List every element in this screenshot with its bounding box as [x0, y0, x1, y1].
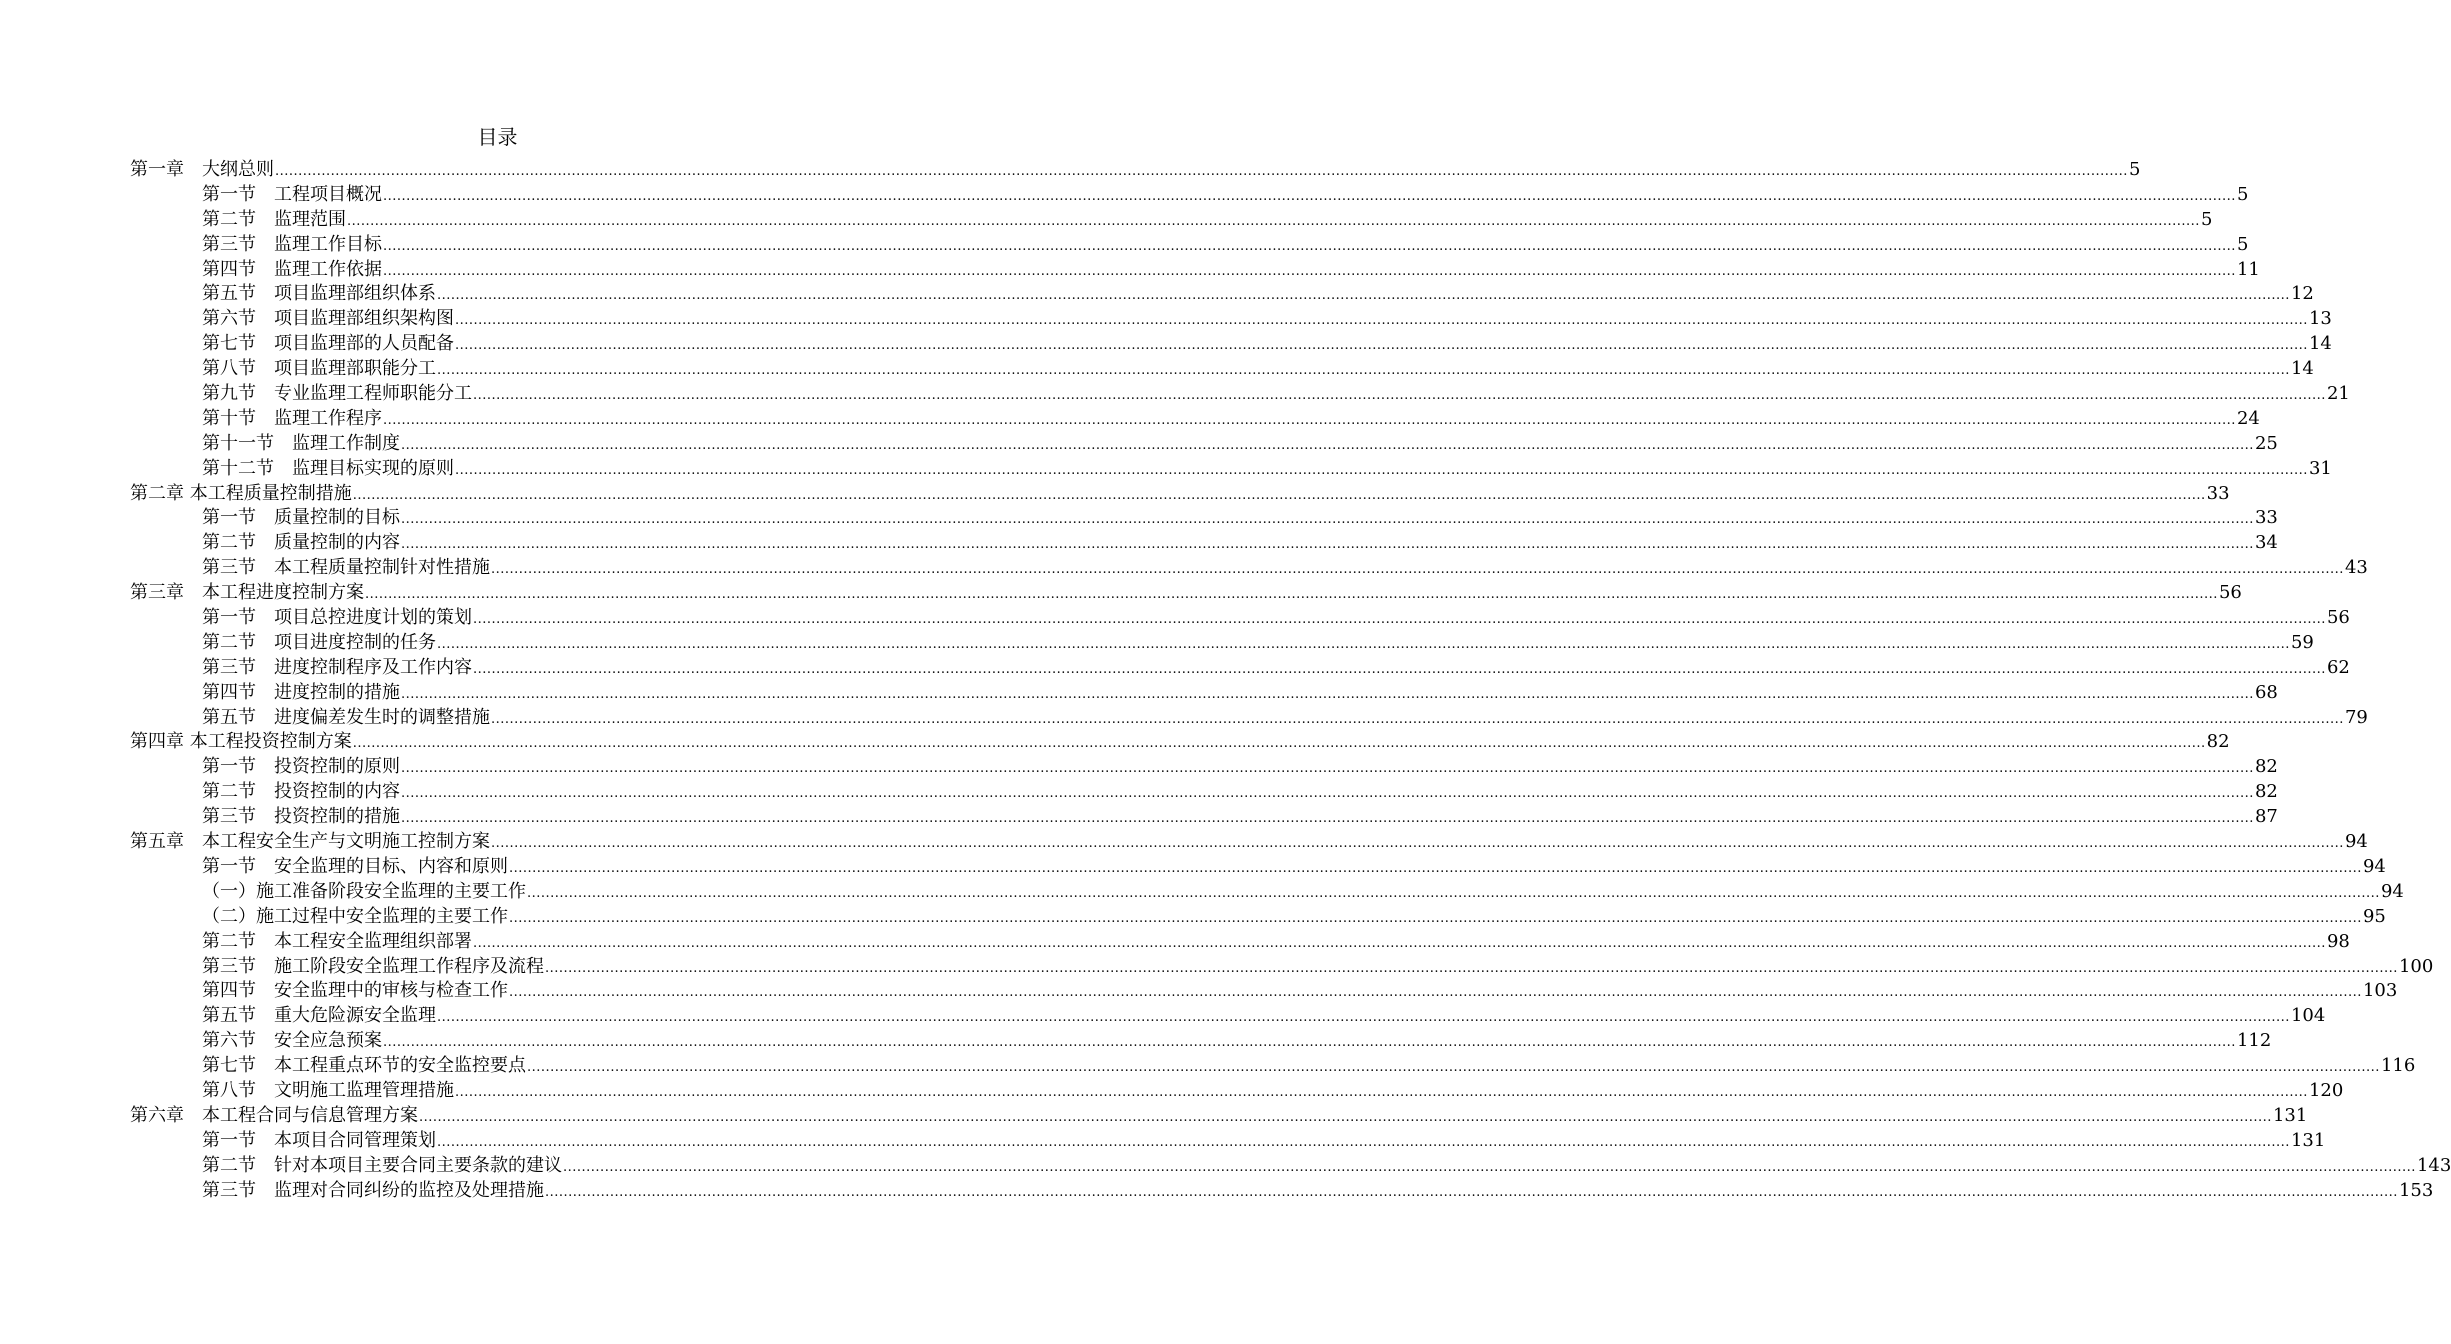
toc-section-entry[interactable]	[130, 382, 2350, 407]
dot-leader: ................................................................................................................................................................................................................................................................................................................................................................................................................	[419, 1109, 2272, 1125]
toc-section-entry[interactable]	[130, 506, 2278, 531]
toc-section-entry[interactable]	[130, 1154, 2451, 1179]
dot-leader: ................................................................................................................................................................................................................................................................................................................................................................................................................	[437, 636, 2290, 652]
dot-leader: ................................................................................................................................................................................................................................................................................................................................................................................................................	[455, 313, 2308, 329]
toc-entry-label: （一）施工准备阶段安全监理的主要工作	[202, 880, 526, 902]
dot-leader: ................................................................................................................................................................................................................................................................................................................................................................................................................	[455, 1084, 2308, 1100]
dot-leader: ................................................................................................................................................................................................................................................................................................................................................................................................................	[365, 587, 2218, 603]
dot-leader: ................................................................................................................................................................................................................................................................................................................................................................................................................	[401, 761, 2254, 777]
toc-section-entry[interactable]	[130, 208, 2213, 233]
toc-section-entry[interactable]	[130, 407, 2260, 432]
toc-entry-page-number: 14	[2308, 333, 2332, 355]
toc-section-entry[interactable]	[130, 780, 2278, 805]
toc-chapter-entry[interactable]	[130, 1104, 2308, 1129]
toc-section-entry[interactable]	[130, 1079, 2344, 1104]
toc-entry-page-number: 94	[2380, 880, 2404, 902]
toc-section-entry[interactable]	[130, 1029, 2272, 1054]
dot-leader: ................................................................................................................................................................................................................................................................................................................................................................................................................	[545, 1184, 2398, 1200]
toc-section-entry[interactable]	[130, 282, 2314, 307]
toc-title: 目录	[477, 125, 518, 149]
toc-section-entry[interactable]	[130, 955, 2434, 980]
toc-entry-label: 第四节 安全监理中的审核与检查工作	[202, 980, 508, 1002]
toc-entry-label: 第五节 进度偏差发生时的调整措施	[202, 706, 490, 728]
toc-entry-label: 第二节 监理范围	[202, 208, 346, 230]
toc-entry-label: 第一节 本项目合同管理策划	[202, 1129, 436, 1151]
toc-entry-page-number: 59	[2290, 631, 2314, 653]
dot-leader: ................................................................................................................................................................................................................................................................................................................................................................................................................	[383, 188, 2236, 204]
toc-section-entry[interactable]	[130, 258, 2260, 283]
toc-entry-page-number: 56	[2218, 582, 2242, 604]
toc-entry-page-number: 5	[2236, 233, 2249, 255]
toc-entry-label: 第二节 本工程安全监理组织部署	[202, 930, 472, 952]
dot-leader: ................................................................................................................................................................................................................................................................................................................................................................................................................	[473, 661, 2326, 677]
dot-leader: ................................................................................................................................................................................................................................................................................................................................................................................................................	[383, 412, 2236, 428]
toc-entry-label: 第八节 文明施工监理管理措施	[202, 1079, 454, 1101]
toc-entry-page-number: 82	[2254, 781, 2278, 803]
toc-entry-label: 第七节 项目监理部的人员配备	[202, 333, 454, 355]
dot-leader: ................................................................................................................................................................................................................................................................................................................................................................................................................	[437, 288, 2290, 304]
toc-entry-label: 第六节 安全应急预案	[202, 1030, 382, 1052]
toc-entry-page-number: 24	[2236, 407, 2260, 429]
toc-section-entry[interactable]	[130, 357, 2314, 382]
dot-leader: ................................................................................................................................................................................................................................................................................................................................................................................................................	[352, 736, 2206, 752]
toc-entry-label: 第六节 项目监理部组织架构图	[202, 308, 454, 330]
toc-entry-label: 第四节 监理工作依据	[202, 258, 382, 280]
toc-entry-page-number: 94	[2362, 855, 2386, 877]
toc-chapter-entry[interactable]	[130, 830, 2368, 855]
dot-leader: ................................................................................................................................................................................................................................................................................................................................................................................................................	[275, 164, 2128, 179]
dot-leader: ................................................................................................................................................................................................................................................................................................................................................................................................................	[401, 437, 2254, 453]
toc-entry-page-number: 33	[2254, 507, 2278, 529]
dot-leader: ................................................................................................................................................................................................................................................................................................................................................................................................................	[347, 213, 2200, 229]
toc-entry-label: 第三节 本工程质量控制针对性措施	[202, 557, 490, 579]
toc-section-entry[interactable]	[130, 855, 2386, 880]
toc-section-entry[interactable]	[130, 755, 2278, 780]
toc-entry-page-number: 5	[2200, 208, 2213, 230]
dot-leader: ................................................................................................................................................................................................................................................................................................................................................................................................................	[401, 537, 2254, 553]
toc-entry-page-number: 120	[2308, 1079, 2344, 1101]
toc-entry-label: 第二章 本工程质量控制措施	[130, 482, 352, 504]
toc-section-entry[interactable]	[130, 457, 2332, 482]
toc-section-entry[interactable]	[130, 556, 2368, 581]
toc-entry-label: 第九节 专业监理工程师职能分工	[202, 383, 472, 405]
toc-section-entry[interactable]	[130, 332, 2332, 357]
dot-leader: ................................................................................................................................................................................................................................................................................................................................................................................................................	[509, 985, 2362, 1001]
dot-leader: ................................................................................................................................................................................................................................................................................................................................................................................................................	[473, 935, 2326, 951]
dot-leader: ................................................................................................................................................................................................................................................................................................................................................................................................................	[527, 1060, 2380, 1076]
toc-entry-page-number: 131	[2290, 1129, 2326, 1151]
toc-chapter-entry[interactable]	[130, 158, 2141, 183]
toc-section-entry[interactable]	[130, 1004, 2326, 1029]
toc-entry-page-number: 68	[2254, 681, 2278, 703]
toc-entry-label: 第三节 监理对合同纠纷的监控及处理措施	[202, 1179, 544, 1201]
toc-entry-page-number: 153	[2398, 1179, 2434, 1201]
dot-leader: ................................................................................................................................................................................................................................................................................................................................................................................................................	[473, 612, 2326, 628]
toc-entry-page-number: 100	[2398, 955, 2434, 977]
dot-leader: ................................................................................................................................................................................................................................................................................................................................................................................................................	[401, 686, 2254, 702]
toc-entry-page-number: 104	[2290, 1005, 2326, 1027]
toc-entry-label: 第四章 本工程投资控制方案	[130, 731, 352, 753]
toc-section-entry[interactable]	[130, 681, 2278, 706]
toc-entry-label: 第三节 监理工作目标	[202, 233, 382, 255]
toc-entry-page-number: 82	[2206, 731, 2230, 753]
toc-entry-label: 第二节 投资控制的内容	[202, 781, 400, 803]
toc-entry-label: 第一节 项目总控进度计划的策划	[202, 607, 472, 629]
toc-entry-label: （二）施工过程中安全监理的主要工作	[202, 905, 508, 927]
toc-entry-page-number: 143	[2416, 1154, 2451, 1176]
toc-entry-page-number: 34	[2254, 532, 2278, 554]
toc-section-entry[interactable]	[130, 1054, 2416, 1079]
dot-leader: ................................................................................................................................................................................................................................................................................................................................................................................................................	[509, 910, 2362, 926]
toc-entry-label: 第一节 工程项目概况	[202, 183, 382, 205]
toc-section-entry[interactable]	[130, 880, 2404, 905]
dot-leader: ................................................................................................................................................................................................................................................................................................................................................................................................................	[491, 836, 2344, 852]
toc-section-entry[interactable]	[130, 979, 2398, 1004]
toc-chapter-entry[interactable]	[130, 482, 2230, 507]
toc-entry-page-number: 25	[2254, 432, 2278, 454]
dot-leader: ................................................................................................................................................................................................................................................................................................................................................................................................................	[383, 263, 2236, 279]
dot-leader: ................................................................................................................................................................................................................................................................................................................................................................................................................	[455, 338, 2308, 354]
toc-entry-label: 第十一节 监理工作制度	[202, 432, 400, 454]
toc-section-entry[interactable]	[130, 930, 2350, 955]
toc-entry-label: 第二节 针对本项目主要合同主要条款的建议	[202, 1154, 562, 1176]
toc-entry-label: 第二节 项目进度控制的任务	[202, 631, 436, 653]
toc-entry-page-number: 14	[2290, 358, 2314, 380]
toc-section-entry[interactable]	[130, 531, 2278, 556]
toc-entry-page-number: 94	[2344, 831, 2368, 853]
toc-chapter-entry[interactable]	[130, 581, 2242, 606]
dot-leader: ................................................................................................................................................................................................................................................................................................................................................................................................................	[401, 811, 2254, 827]
dot-leader: ................................................................................................................................................................................................................................................................................................................................................................................................................	[401, 786, 2254, 802]
dot-leader: ................................................................................................................................................................................................................................................................................................................................................................................................................	[437, 1134, 2290, 1150]
toc-entry-label: 第一节 质量控制的目标	[202, 507, 400, 529]
toc-section-entry[interactable]	[130, 706, 2368, 731]
toc-entry-label: 第一节 投资控制的原则	[202, 756, 400, 778]
toc-entry-page-number: 12	[2290, 283, 2314, 305]
toc-entry-label: 第六章 本工程合同与信息管理方案	[130, 1104, 418, 1126]
toc-chapter-entry[interactable]	[130, 730, 2230, 755]
toc-section-entry[interactable]	[130, 183, 2249, 208]
toc-entry-label: 第七节 本工程重点环节的安全监控要点	[202, 1055, 526, 1077]
dot-leader: ................................................................................................................................................................................................................................................................................................................................................................................................................	[352, 487, 2206, 503]
toc-entry-page-number: 5	[2236, 183, 2249, 205]
toc-section-entry[interactable]	[130, 805, 2278, 830]
toc-entry-page-number: 33	[2206, 482, 2230, 504]
toc-entry-label: 第三节 施工阶段安全监理工作程序及流程	[202, 955, 544, 977]
dot-leader: ................................................................................................................................................................................................................................................................................................................................................................................................................	[383, 1035, 2236, 1051]
toc-entry-label: 第三章 本工程进度控制方案	[130, 582, 364, 604]
toc-section-entry[interactable]	[130, 1129, 2326, 1154]
toc-entry-page-number: 31	[2308, 457, 2332, 479]
toc-entry-page-number: 13	[2308, 308, 2332, 330]
toc-entry-page-number: 103	[2362, 980, 2398, 1002]
toc-section-entry[interactable]	[130, 233, 2249, 258]
dot-leader: ................................................................................................................................................................................................................................................................................................................................................................................................................	[437, 1010, 2290, 1026]
toc-entry-page-number: 5	[2128, 159, 2141, 180]
toc-section-entry[interactable]	[130, 1179, 2434, 1204]
toc-section-entry[interactable]	[130, 606, 2350, 631]
toc-section-entry[interactable]	[130, 432, 2278, 457]
toc-entry-label: 第一节 安全监理的目标、内容和原则	[202, 855, 508, 877]
toc-entry-label: 第二节 质量控制的内容	[202, 532, 400, 554]
toc-entry-page-number: 112	[2236, 1030, 2272, 1052]
dot-leader: ................................................................................................................................................................................................................................................................................................................................................................................................................	[401, 512, 2254, 528]
toc-entry-label: 第三节 进度控制程序及工作内容	[202, 656, 472, 678]
toc-section-entry[interactable]	[130, 307, 2332, 332]
toc-section-entry[interactable]	[130, 905, 2386, 930]
toc-entry-page-number: 62	[2326, 656, 2350, 678]
toc-entry-page-number: 116	[2380, 1055, 2416, 1077]
toc-entry-label: 第五节 重大危险源安全监理	[202, 1005, 436, 1027]
dot-leader: ................................................................................................................................................................................................................................................................................................................................................................................................................	[509, 860, 2362, 876]
toc-entry-label: 第五章 本工程安全生产与文明施工控制方案	[130, 831, 490, 853]
dot-leader: ................................................................................................................................................................................................................................................................................................................................................................................................................	[383, 238, 2236, 254]
toc-entry-page-number: 98	[2326, 930, 2350, 952]
toc-entry-page-number: 131	[2272, 1104, 2308, 1126]
toc-entry-page-number: 56	[2326, 607, 2350, 629]
table-of-contents	[130, 158, 2451, 1203]
toc-entry-page-number: 11	[2236, 258, 2260, 280]
toc-entry-label: 第五节 项目监理部组织体系	[202, 283, 436, 305]
toc-entry-page-number: 87	[2254, 806, 2278, 828]
toc-entry-label: 第三节 投资控制的措施	[202, 806, 400, 828]
toc-entry-label: 第四节 进度控制的措施	[202, 681, 400, 703]
toc-entry-label: 第十节 监理工作程序	[202, 407, 382, 429]
toc-entry-page-number: 79	[2344, 706, 2368, 728]
toc-entry-label: 第八节 项目监理部职能分工	[202, 358, 436, 380]
dot-leader: ................................................................................................................................................................................................................................................................................................................................................................................................................	[491, 562, 2344, 578]
toc-entry-page-number: 82	[2254, 756, 2278, 778]
dot-leader: ................................................................................................................................................................................................................................................................................................................................................................................................................	[563, 1159, 2416, 1175]
toc-entry-page-number: 95	[2362, 905, 2386, 927]
dot-leader: ................................................................................................................................................................................................................................................................................................................................................................................................................	[491, 711, 2344, 727]
toc-entry-page-number: 43	[2344, 557, 2368, 579]
dot-leader: ................................................................................................................................................................................................................................................................................................................................................................................................................	[527, 885, 2380, 901]
dot-leader: ................................................................................................................................................................................................................................................................................................................................................................................................................	[545, 960, 2398, 976]
dot-leader: ................................................................................................................................................................................................................................................................................................................................................................................................................	[455, 462, 2308, 478]
dot-leader: ................................................................................................................................................................................................................................................................................................................................................................................................................	[437, 363, 2290, 379]
toc-section-entry[interactable]	[130, 631, 2314, 656]
dot-leader: ................................................................................................................................................................................................................................................................................................................................................................................................................	[473, 388, 2326, 404]
toc-entry-label: 第十二节 监理目标实现的原则	[202, 457, 454, 479]
toc-entry-label: 第一章 大纲总则	[130, 159, 274, 180]
toc-section-entry[interactable]	[130, 656, 2350, 681]
toc-entry-page-number: 21	[2326, 383, 2350, 405]
